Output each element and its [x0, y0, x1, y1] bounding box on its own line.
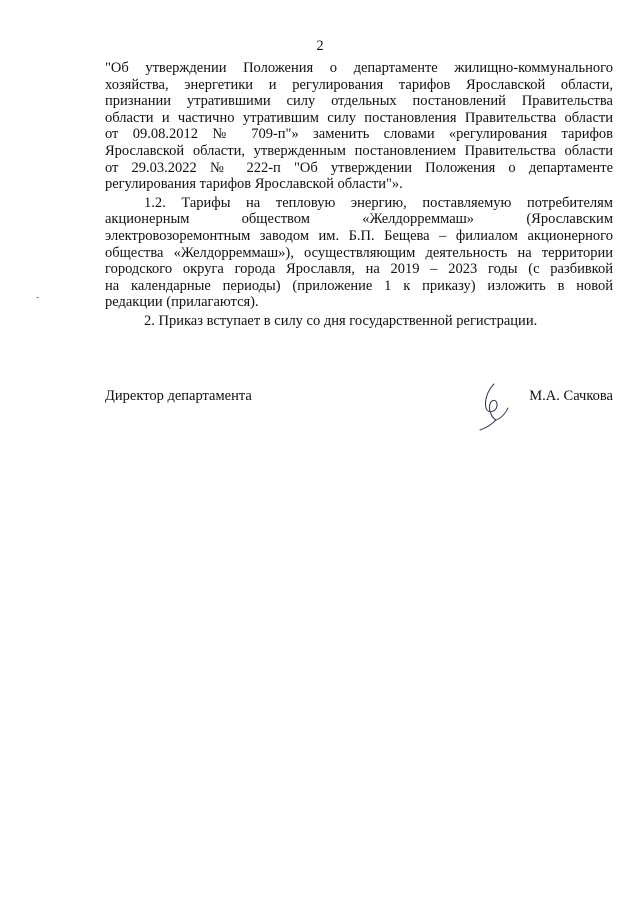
paragraph-2-line: общества «Желдорреммаш»), осуществляющим деятельность на территории [105, 244, 613, 261]
paragraph-2-line: городского округа города Ярославля, на 2019 – 2023 годы (с разбивкой [105, 261, 613, 278]
paragraph-1-line: "Об утверждении Положения о департаменте жилищно-коммунального [105, 60, 613, 76]
signatory-title: Директор департамента [105, 388, 252, 404]
paragraph-1-line: от 29.03.2022 № 222-п "Об утверждении Положения о департаменте [105, 159, 613, 176]
paragraph-1-line: области и частично утратившим силу постановления Правительства области [105, 109, 613, 126]
paragraph-2-line: 1.2. Тарифы на тепловую энергию, поставляемую потребителям [144, 194, 613, 211]
page-number: 2 [316, 38, 324, 54]
paragraph-1-line: регулирования тарифов Ярославской области"». [105, 176, 403, 193]
paragraph-1-line: от 09.08.2012 № 709-п"» заменить словами «регулирования тарифов [105, 126, 613, 143]
paragraph-1-line: хозяйства, энергетики и регулирования тарифов Ярославской области, [105, 76, 613, 93]
scan-speck [36, 297, 39, 298]
paragraph-3: 2. Приказ вступает в силу со дня государственной регистрации. [144, 312, 538, 329]
paragraph-1-line: Ярославской области, утвержденным постановлением Правительства области [105, 142, 613, 159]
signatory-name: М.А. Сачкова [529, 388, 613, 404]
document-body [105, 60, 613, 330]
paragraph-2-line: на календарные периоды) (приложение 1 к приказу) изложить в новой [105, 277, 613, 294]
paragraph-1-line: признании утратившими силу отдельных постановлений Правительства [105, 93, 613, 110]
handwritten-signature [470, 382, 518, 432]
paragraph-2-line: акционерным обществом «Желдорреммаш» (Ярославским [105, 211, 613, 228]
paragraph-2-line: редакции (прилагаются). [105, 294, 259, 311]
paragraph-2-line: электровозоремонтным заводом им. Б.П. Бещева – филиалом акционерного [105, 227, 613, 244]
